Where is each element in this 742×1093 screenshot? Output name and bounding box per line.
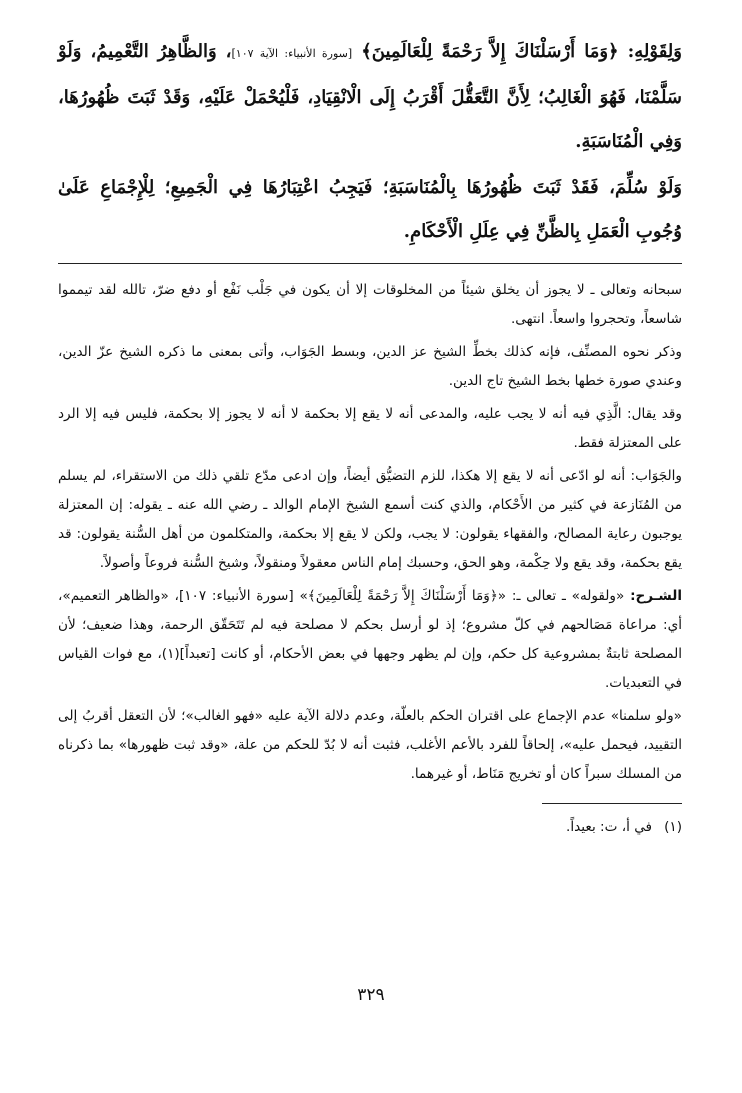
- sharh-heading: الشـرح:: [630, 588, 682, 604]
- commentary-paragraph: سبحانه وتعالى ـ لا يجوز أن يخلق شيئاً من المخلوقات إلا أن يكون في جَلْب نَفْع أو دفع ضرّ، تالله لقد تيمموا شاسعاً، وتحجروا واسعاً. انتهى.: [58, 282, 682, 327]
- main-text-paragraph: [58, 30, 682, 164]
- footnote-separator: [542, 803, 682, 804]
- commentary-paragraph: وذكر نحوه المصنِّف، فإنه كذلك بخطِّ الشيخ عز الدين، وبسط الجَوَاب، وأتى بمعنى ما ذكره الشيخ عزّ الدين، وعندي صورة خطها بخط الشيخ تاج الدين.: [58, 344, 682, 389]
- commentary-paragraph: «ولو سلمنا» عدم الإجماع على اقتران الحكم بالعلّة، وعدم دلالة الآية عليه «فهو الغالب»؛ لأن التعقل أقربُ إلى التقييد، فيحمل عليه»، إلحاقاً للفرد بالأعم الأغلب، فثبت أنه لا بُدّ للحكم من علة، «وقد ثبت ظهورها» بما ذكرناه من المسلك سبراً كان أو تخريج مَنَاط، أو غيرهما.: [58, 708, 682, 782]
- main-text-continuation: ، وَالظَّاهِرُ التَّعْمِيمُ، وَلَوْ سَلَّمْنَا، فَهُوَ الْغَالِبُ؛ لِأَنَّ التَّعَقُّلَ أَقْرَبُ إِلَى الْانْقِيَادِ، فَلْيُحْمَلْ عَلَيْهِ، وَقَدْ ثَبَتَ ظُهُورُهَا، وَفِي الْمُنَاسَبَةِ.: [58, 41, 682, 152]
- main-text-paragraph: وَلَوْ سُلِّمَ، فَقَدْ ثَبَتَ ظُهُورُهَا بِالْمُنَاسَبَةِ؛ فَيَجِبُ اعْتِبَارُهَا فِي الْجَمِيعِ؛ لِلْإِجْمَاعِ عَلَىٰ وُجُوبِ الْعَمَلِ بِالظَّنِّ فِي عِلَلِ الْأَحْكَامِ.: [58, 177, 682, 242]
- verse-reference: [سورة الأنبياء: الآية ١٠٧]: [231, 47, 353, 60]
- footnote-text: في أ، ت: بعيداً.: [566, 819, 653, 835]
- commentary-paragraph: [58, 582, 682, 698]
- footnote-number: (١): [664, 819, 682, 835]
- book-page: [58, 30, 682, 1070]
- page-number: ٣٢٩: [357, 985, 385, 1005]
- footnote: [58, 814, 682, 840]
- main-text-divider: [58, 263, 682, 264]
- verse-quote: وَلِقَوْلِهِ: ﴿وَمَا أَرْسَلْنَاكَ إِلاَّ رَحْمَةً لِلْعَالَمِينَ﴾: [361, 41, 682, 62]
- commentary: [58, 276, 682, 789]
- main-text: [58, 30, 682, 254]
- commentary-paragraph: وقد يقال: الَّذِي فيه أنه لا يجب عليه، والمدعى أنه لا يقع إلا بحكمة لا أنه لا يجوز إلا بحكمة، فليس فيه إلا الرد على المعتزلة فقط.: [58, 406, 682, 451]
- footnote-separator-wrap: [58, 793, 682, 814]
- commentary-paragraph: والجَوَاب: أنه لو ادّعى أنه لا يقع إلا هكذا، للزم التضيُّق أيضاً، وإن ادعى مدّع تلقي ذلك من الاستقراء، لم يسلم من المُنَازعة في كثير من الأَحْكام، والذي كنت أسمع الشيخ الإمام الوالد ـ رضي الله عنه ـ يقوله: إن المعتزلة يوجبون رعاية المصالح، والفقهاء يقولون: لا يجب، ولكن لا يقع إلا بحكمة، والمتكلمون من أهل السُّنة يقولون: قد يقع بحكمة، وقد يقع ولا حِكْمة، وهو الحق، وحسبك إمام الناس معقولاً ومنقولاً، وشيخ السُّنة فروعاً وأصولاً.: [58, 468, 682, 571]
- sharh-body: «ولقوله» ـ تعالى ـ: «﴿وَمَا أَرْسَلْنَاكَ إِلاَّ رَحْمَةً لِلْعَالَمِينَ﴾» [سورة الأنبياء: ١٠٧]، «والظاهر التعميم»، أي: مراعاة مَصَالحهم في كلّ مشروع؛ إذ لو أرسل بحكم لا مصلحة فيه لم تَتَحَقّق الرحمة، وهذا ضعيف؛ لأن المصلحة ثابتةٌ بمشروعية كل حكم، وإن لم يظهر وجهها في بعض الأحكام، أو كانت [تعبداً](١)، مع فوات القياس في التعبديات.: [58, 588, 682, 691]
